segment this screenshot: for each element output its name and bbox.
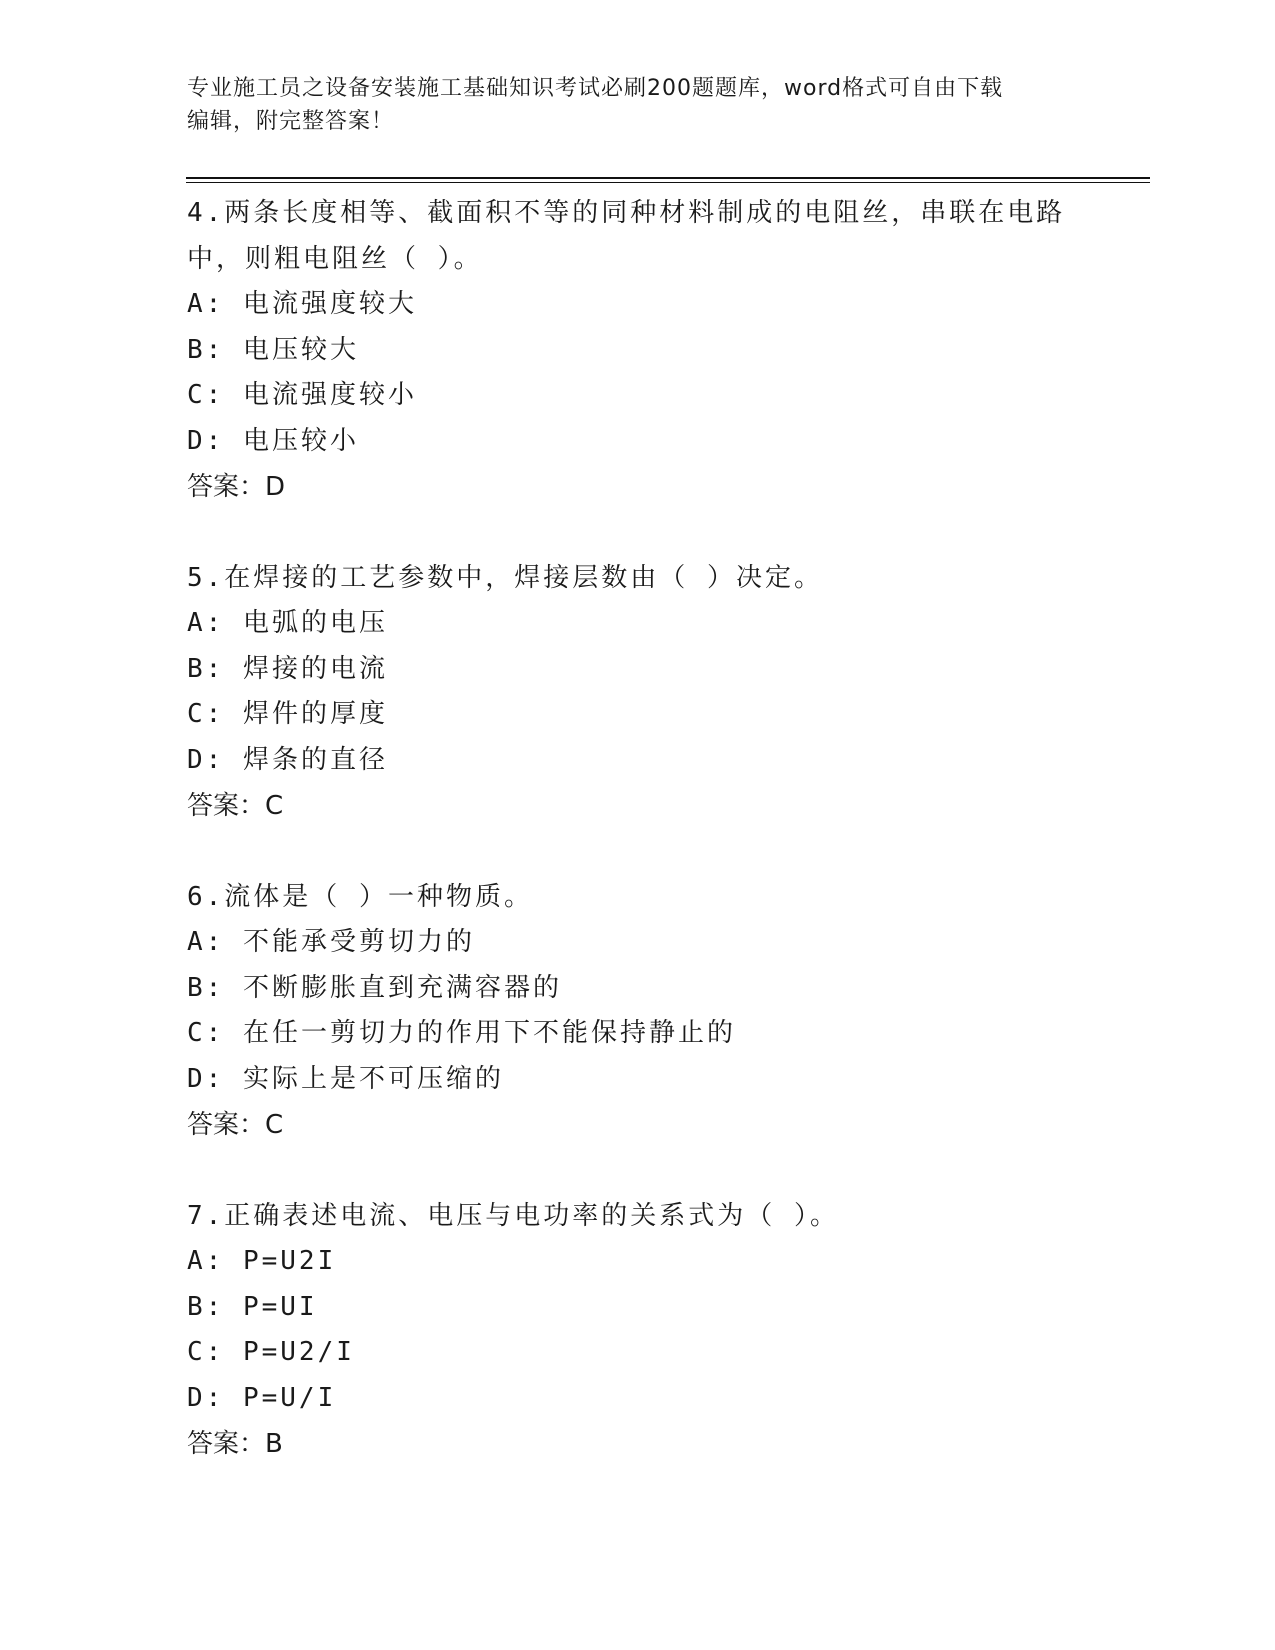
question-stem-continued: 中，则粗电阻丝（ ）。 (187, 244, 483, 274)
question-stem: 4.两条长度相等、截面积不等的同种材料制成的电阻丝，串联在电路 (187, 198, 1066, 228)
header-title-line-2: 编辑，附完整答案！ (187, 109, 395, 134)
question-6 (187, 874, 1087, 1148)
option-a: A: 电流强度较大 (187, 289, 417, 319)
answer: 答案：D (187, 472, 286, 502)
question-stem: 5.在焊接的工艺参数中，焊接层数由（ ）决定。 (187, 563, 823, 593)
header-divider-thick (186, 177, 1150, 179)
question-stem: 7.正确表述电流、电压与电功率的关系式为（ ）。 (187, 1201, 839, 1231)
option-c: C: 焊件的厚度 (187, 699, 388, 729)
option-b: B: 焊接的电流 (187, 653, 388, 684)
option-b: B: 电压较大 (187, 334, 359, 365)
option-a: A: P=U2I (187, 1246, 337, 1276)
option-b: B: 不断膨胀直到充满容器的 (187, 972, 562, 1003)
option-c: C: 电流强度较小 (187, 380, 417, 410)
option-a: A: 不能承受剪切力的 (187, 927, 475, 957)
option-d: D: 电压较小 (187, 425, 359, 456)
option-b: B: P=UI (187, 1291, 318, 1322)
option-d: D: 实际上是不可压缩的 (187, 1063, 504, 1094)
question-7 (187, 1193, 1087, 1467)
question-stem: 6.流体是（ ）一种物质。 (187, 882, 533, 912)
header-divider-thin (186, 182, 1150, 183)
option-a: A: 电弧的电压 (187, 608, 388, 638)
option-c: C: P=U2/I (187, 1337, 355, 1367)
answer: 答案：C (187, 791, 284, 821)
header-title-line-1: 专业施工员之设备安装施工基础知识考试必刷200题题库，word格式可自由下载 (187, 76, 1004, 101)
answer: 答案：C (187, 1110, 284, 1140)
question-4 (187, 190, 1087, 510)
option-d: D: 焊条的直径 (187, 744, 388, 775)
option-c: C: 在任一剪切力的作用下不能保持静止的 (187, 1018, 736, 1048)
answer: 答案：B (187, 1429, 283, 1459)
question-5 (187, 555, 1087, 829)
document-header (187, 72, 1087, 138)
option-d: D: P=U/I (187, 1382, 337, 1413)
question-list (187, 190, 1087, 1512)
